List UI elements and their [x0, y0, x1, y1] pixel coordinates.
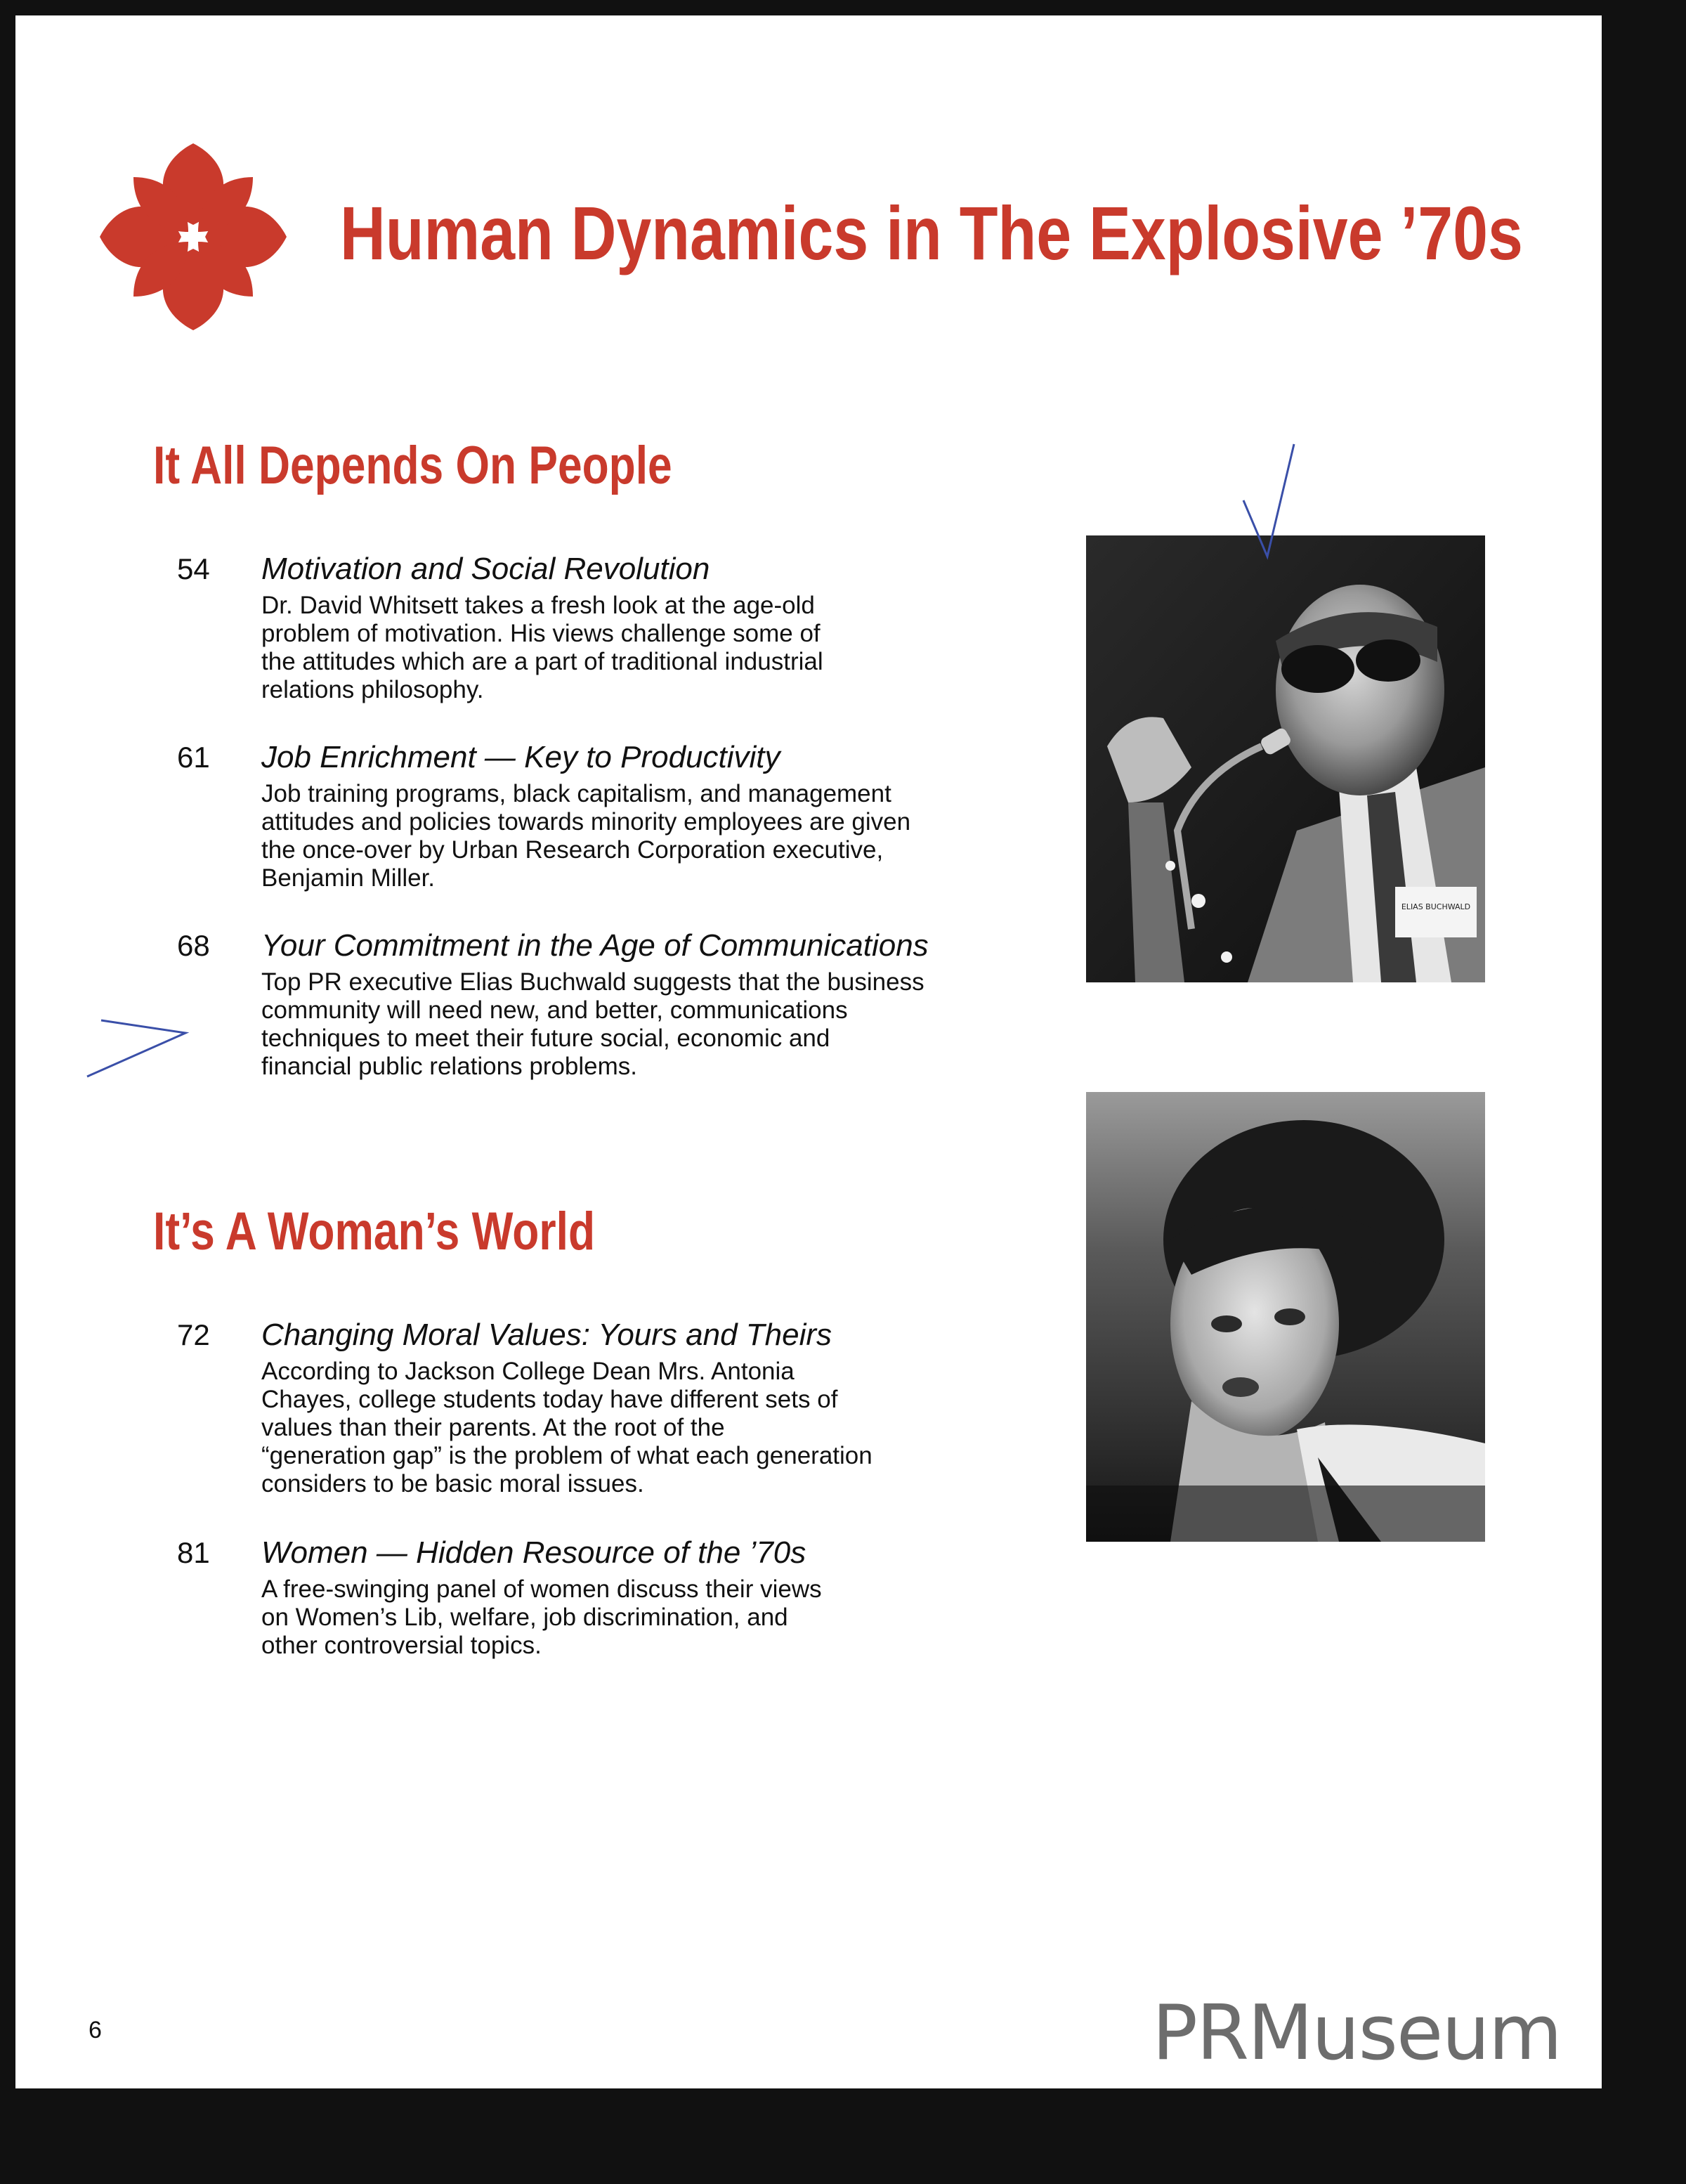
photo-speaker-woman	[1086, 1092, 1485, 1542]
entry-page-number: 68	[177, 929, 210, 962]
section-title-people: It All Depends On People	[153, 436, 672, 495]
page-title: Human Dynamics in The Explosive ’70s	[340, 190, 1523, 275]
page-number: 6	[89, 2017, 102, 2043]
entry-title: Your Commitment in the Age of Communications	[261, 928, 929, 963]
entry-title: Job Enrichment — Key to Productivity	[261, 740, 780, 774]
entry-title: Women — Hidden Resource of the ’70s	[261, 1535, 806, 1570]
entry-description: Dr. David Whitsett takes a fresh look at the age-old problem of motivation. His views challenge some of the attitudes which are a part of traditional industrial relations philosophy.	[261, 592, 823, 703]
name-badge-text: ELIAS BUCHWALD	[1401, 902, 1471, 911]
pen-checkmark	[1238, 437, 1301, 564]
entry-page-number: 81	[177, 1536, 210, 1569]
pen-arrow-mark	[73, 1006, 200, 1084]
flower-logo-icon	[91, 135, 295, 339]
entry-description: Top PR executive Elias Buchwald suggests that the business community will need new, and better, communications techniques to meet their future social, economic and financial public relations problems.	[261, 968, 924, 1080]
entry-description: Job training programs, black capitalism, and management attitudes and policies towards minority employees are given the once-over by Urban Research Corporation executive, Benjamin Miller.	[261, 780, 911, 892]
photo-speaker-man	[1086, 535, 1485, 982]
entry-title: Changing Moral Values: Yours and Theirs	[261, 1318, 832, 1352]
watermark-logo: PRMuseum	[1151, 1989, 1561, 2077]
entry-page-number: 72	[177, 1318, 210, 1351]
entry-page-number: 54	[177, 552, 210, 585]
entry-page-number: 61	[177, 741, 210, 774]
entry-description: According to Jackson College Dean Mrs. Antonia Chayes, college students today have different sets of values than their parents. At the root of the “generation gap” is the problem of what each generation considers to be basic moral issues.	[261, 1358, 873, 1497]
section-title-woman: It’s A Woman’s World	[153, 1202, 596, 1261]
magazine-page	[15, 15, 1602, 2088]
entry-title: Motivation and Social Revolution	[261, 552, 710, 586]
entry-description: A free-swinging panel of women discuss their views on Women’s Lib, welfare, job discrimination, and other controversial topics.	[261, 1575, 822, 1659]
